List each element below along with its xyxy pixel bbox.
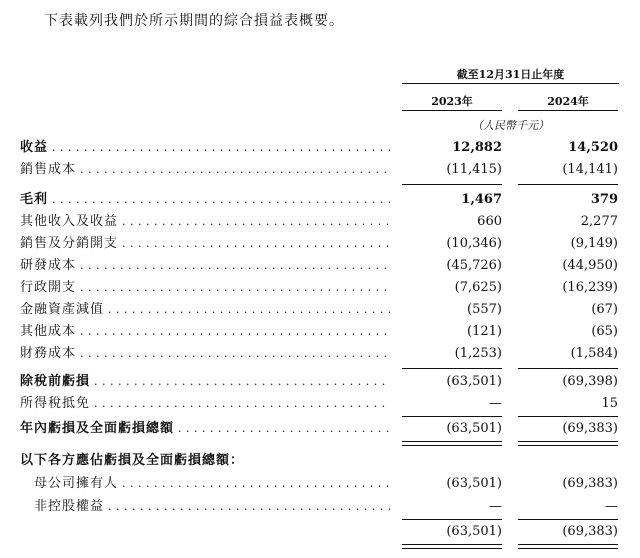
year-2024-header: 2024年 (547, 95, 589, 108)
year-2023-header: 2023年 (431, 95, 473, 108)
row-label: 毛利 . . . (20, 189, 390, 211)
row-label: 財務成本 . . . (20, 343, 390, 365)
value-2024: (65) (591, 324, 618, 339)
value-2024: 379 (590, 192, 618, 207)
table-row (0, 418, 640, 440)
subtotal-rule (402, 416, 502, 417)
subtotal-rule (518, 416, 618, 417)
table-row (0, 343, 640, 365)
value-2023: 12,882 (452, 140, 502, 155)
intro-text: 下表載列我們於所示期間的綜合損益表概要。 (44, 13, 344, 29)
table-row (0, 189, 640, 211)
table-row (0, 255, 640, 277)
row-label: 金融資產減值 . . . (20, 299, 390, 321)
value-2023: 1,467 (461, 192, 502, 207)
row-label: 其他收入及收益 . . . (20, 211, 390, 233)
subtotal-rule (402, 519, 502, 520)
row-label: 母公司擁有人 . . . (34, 473, 390, 495)
period-header-rule (402, 83, 619, 84)
value-2023: (63,501) (446, 524, 502, 539)
table-row (0, 211, 640, 233)
value-2023: (63,501) (446, 374, 502, 389)
total-double-rule (402, 441, 502, 446)
row-label: 銷售成本 . . . (20, 159, 390, 181)
value-2024: — (605, 499, 618, 514)
table-row (0, 299, 640, 321)
subtotal-rule (518, 519, 618, 520)
row-label: 收益 . . . (20, 137, 390, 159)
subtotal-rule (402, 184, 502, 185)
value-2023: (1,253) (454, 346, 502, 361)
value-2024: (67) (591, 302, 618, 317)
table-row (0, 233, 640, 255)
value-2024: 14,520 (568, 140, 618, 155)
value-2024: (16,239) (562, 280, 618, 295)
table-row (0, 473, 640, 495)
row-label: 以下各方應佔虧損及全面虧損總額： (20, 453, 245, 468)
value-2023: (45,726) (446, 258, 502, 273)
table-row (0, 137, 640, 159)
value-2023: (63,501) (446, 476, 502, 491)
row-label: 年內虧損及全面虧損總額 . . . (20, 418, 390, 440)
period-header: 截至12月31日止年度 (456, 68, 565, 81)
row-label: 銷售及分銷開支 . . . (20, 233, 390, 255)
value-2023: 660 (477, 214, 502, 229)
unit-label: （人民幣千元） (472, 119, 549, 132)
row-label: 研發成本 . . . (20, 255, 390, 277)
total-double-rule (518, 544, 618, 549)
value-2024: (44,950) (562, 258, 618, 273)
value-2024: (69,383) (562, 476, 618, 491)
table-row (0, 321, 640, 343)
table-row (0, 521, 640, 543)
value-2024: (69,383) (562, 421, 618, 436)
table-row (0, 393, 640, 415)
value-2023: (11,415) (446, 162, 502, 177)
table-row (0, 277, 640, 299)
value-2024: 15 (601, 396, 618, 411)
value-2024: 2,277 (580, 214, 618, 229)
table-row (0, 371, 640, 393)
value-2024: (14,141) (562, 162, 618, 177)
value-2023: — (489, 396, 502, 411)
subtotal-rule (518, 368, 618, 369)
value-2024: (1,584) (570, 346, 618, 361)
table-row (0, 496, 640, 518)
year-2023-rule (402, 110, 502, 111)
value-2024: (69,383) (562, 524, 618, 539)
subtotal-rule (518, 184, 618, 185)
row-label: 非控股權益 . . . (34, 496, 390, 518)
subtotal-rule (402, 368, 502, 369)
table-row (0, 450, 640, 472)
value-2024: (9,149) (570, 236, 618, 251)
total-double-rule (518, 441, 618, 446)
value-2023: — (489, 499, 502, 514)
value-2023: (121) (467, 324, 502, 339)
total-double-rule (402, 544, 502, 549)
table-row (0, 159, 640, 181)
value-2023: (557) (467, 302, 502, 317)
value-2024: (69,398) (562, 374, 618, 389)
value-2023: (63,501) (446, 421, 502, 436)
row-label: 行政開支 . . . (20, 277, 390, 299)
year-2024-rule (518, 110, 618, 111)
row-label: 除稅前虧損 . . . (20, 371, 390, 393)
row-label: 其他成本 . . . (20, 321, 390, 343)
row-label: 所得稅抵免 . . . (20, 393, 390, 415)
value-2023: (10,346) (446, 236, 502, 251)
value-2023: (7,625) (454, 280, 502, 295)
